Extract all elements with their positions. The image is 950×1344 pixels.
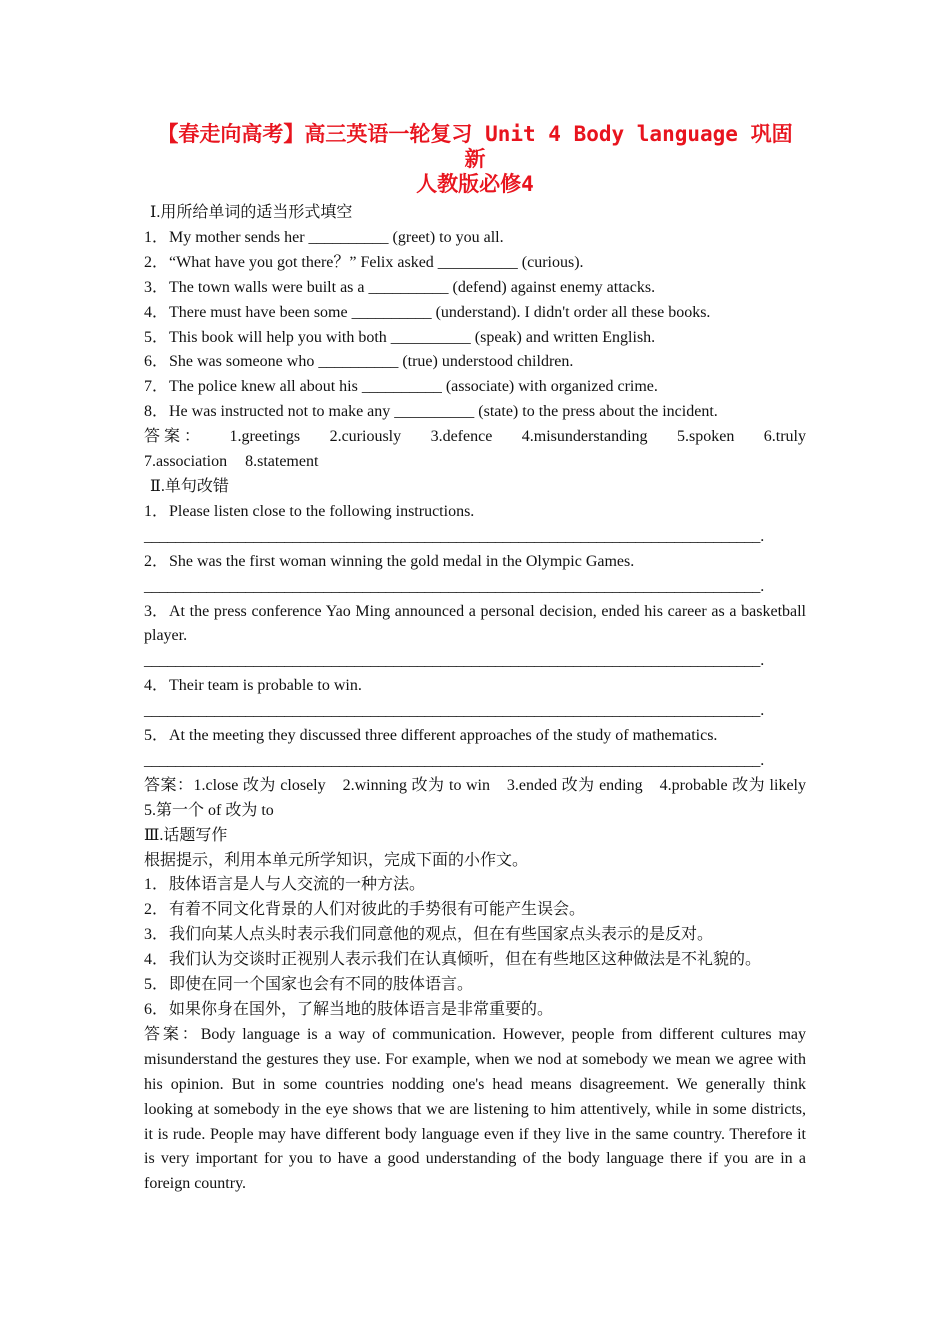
item-text: She was someone who __________ (true) understood children.	[169, 353, 574, 371]
section-1-answers-cont	[144, 450, 806, 475]
answer-item: 6.truly	[763, 428, 806, 446]
section-3-intro: 根据提示，利用本单元所学知识，完成下面的小作文。	[144, 851, 529, 869]
answer-label: 答 案 ：	[144, 428, 201, 446]
item-number: 2．	[144, 253, 169, 271]
document-title	[144, 122, 806, 197]
title-line-2: 人教版必修4	[416, 172, 534, 196]
title-line-1: 【春走向高考】高三英语一轮复习 Unit 4 Body language 巩固 新	[157, 122, 793, 171]
prompt-item	[144, 873, 806, 898]
exercise-item	[144, 276, 806, 301]
prompt-item	[144, 998, 806, 1023]
section-1-heading: Ⅰ.用所给单词的适当形式填空	[150, 204, 353, 221]
item-text: 即使在同一个国家也会有不同的肢体语言。	[169, 976, 474, 994]
section-2-answers: 答案：1.close 改为 closely 2.winning 改为 to win 3.ended 改为 ending 4.probable 改为 likely 5.第一个 of 改为 to	[144, 776, 823, 819]
answer-item: 8.statement	[245, 453, 319, 471]
item-number: 1．	[144, 502, 169, 520]
item-number: 5．	[144, 328, 169, 346]
item-text: He was instructed not to make any __________ (state) to the press about the incident.	[169, 403, 718, 421]
answer-item: 7.association	[144, 453, 228, 471]
section-2-heading: Ⅱ.单句改错	[150, 477, 229, 495]
section-3-heading: Ⅲ.话题写作	[144, 826, 228, 844]
item-text: Their team is probable to win.	[169, 677, 362, 695]
item-text: The police knew all about his __________ (associate) with organized crime.	[169, 378, 658, 396]
item-text: At the meeting they discussed three different approaches of the study of mathematics.	[169, 727, 718, 745]
item-text: 有着不同文化背景的人们对彼此的手势很有可能产生误会。	[169, 901, 586, 919]
answer-blank-line: _______________________________________________________________________________.	[144, 577, 765, 595]
exercise-item	[144, 350, 806, 375]
prompt-item	[144, 923, 806, 948]
exercise-item	[144, 724, 806, 749]
item-number: 6．	[144, 1001, 169, 1018]
item-text: This book will help you with both __________ (speak) and written English.	[169, 328, 656, 346]
item-text: At the press conference Yao Ming announced a personal decision, ended his career as a basketball player.	[144, 602, 806, 645]
exercise-item	[144, 251, 806, 276]
item-number: 4．	[144, 951, 169, 969]
item-number: 4．	[144, 677, 169, 695]
exercise-item	[144, 674, 806, 699]
item-number: 1．	[144, 228, 169, 246]
exercise-item	[144, 375, 806, 400]
item-text: 如果你身在国外，了解当地的肢体语言是非常重要的。	[169, 1001, 554, 1018]
answer-blank-line: _______________________________________________________________________________.	[144, 527, 765, 545]
item-number: 8．	[144, 403, 169, 421]
item-text: 肢体语言是人与人交流的一种方法。	[169, 876, 426, 894]
prompt-item	[144, 948, 806, 973]
document-page	[144, 122, 823, 1197]
exercise-item	[144, 600, 806, 650]
exercise-item	[144, 400, 806, 425]
answer-item: 2.curiously	[329, 428, 402, 446]
prompt-item	[144, 973, 806, 998]
item-number: 2．	[144, 552, 169, 570]
item-number: 3．	[144, 602, 169, 620]
item-text: The town walls were built as a __________ (defend) against enemy attacks.	[169, 278, 656, 296]
item-text: There must have been some __________ (understand). I didn't order all these books.	[169, 303, 711, 321]
exercise-item	[144, 326, 806, 351]
exercise-item	[144, 550, 806, 575]
item-text: 我们向某人点头时表示我们同意他的观点，但在有些国家点头表示的是反对。	[169, 926, 714, 944]
exercise-item	[144, 500, 806, 525]
item-number: 3．	[144, 926, 169, 944]
item-number: 5．	[144, 976, 169, 994]
item-number: 1．	[144, 876, 169, 894]
answer-blank-line: _______________________________________________________________________________.	[144, 702, 765, 720]
answer-blank-line: _______________________________________________________________________________.	[144, 751, 765, 769]
section-1-answers	[144, 425, 806, 450]
answer-item: 5.spoken	[676, 428, 735, 446]
prompt-item	[144, 898, 806, 923]
item-text: “What have you got there？” Felix asked __________ (curious).	[169, 253, 584, 271]
item-number: 5．	[144, 727, 169, 745]
answer-item: 1.greetings	[229, 428, 301, 446]
section-3-answer: 答案：Body language is a way of communication. However, people from different cultures may misunderstand the gestures they use. For example, when we nod at somebody we mean we agree with his opinion. But in some countries nodding one's head means disagreement. We generally think looking at somebody in the eye shows that we are listening to him attentively, while in some districts, it is rude. People may have different body language even if they live in the same country. Therefore it is very important for you to have a good understanding of the body language there if you are in a foreign country.	[144, 1025, 806, 1193]
item-number: 6．	[144, 353, 169, 371]
item-text: She was the first woman winning the gold medal in the Olympic Games.	[169, 552, 635, 570]
answer-blank-line: _______________________________________________________________________________.	[144, 652, 765, 670]
answer-item: 3.defence	[430, 428, 493, 446]
item-text: My mother sends her __________ (greet) to you all.	[169, 228, 504, 246]
item-text: Please listen close to the following instructions.	[169, 502, 475, 520]
item-number: 2．	[144, 901, 169, 919]
exercise-item	[144, 301, 806, 326]
answer-item: 4.misunderstanding	[521, 428, 648, 446]
item-number: 3．	[144, 278, 169, 296]
item-number: 4．	[144, 303, 169, 321]
item-number: 7．	[144, 378, 169, 396]
exercise-item	[144, 226, 806, 251]
item-text: 我们认为交谈时正视别人表示我们在认真倾听，但在有些地区这种做法是不礼貌的。	[169, 951, 762, 969]
